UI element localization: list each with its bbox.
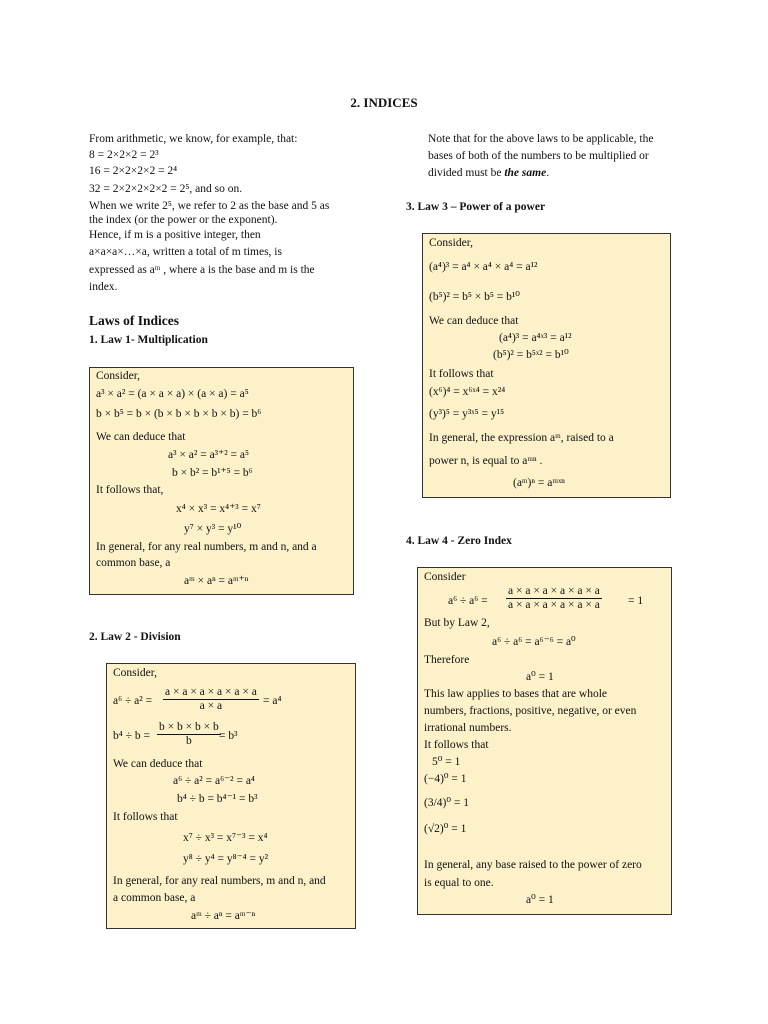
note-line: Note that for the above laws to be applicable, the — [428, 133, 654, 145]
law1-line: b × b² = b¹⁺⁵ = b⁶ — [172, 467, 253, 479]
law4-line: a⁶ ÷ a⁶ = — [448, 595, 488, 607]
law3-line: In general, the expression aᵐ, raised to a — [429, 432, 614, 444]
law3-line: (aᵐ)ⁿ = aᵐˣⁿ — [513, 477, 565, 489]
note-text-run: . — [546, 167, 550, 179]
law4-box — [417, 567, 672, 915]
intro-line: When we write 2⁵, we refer to 2 as the base and 5 as — [89, 200, 330, 212]
law2-line: y⁸ ÷ y⁴ = y⁸⁻⁴ = y² — [183, 853, 269, 865]
law2-line: It follows that — [113, 811, 178, 823]
law4-line: = 1 — [628, 595, 644, 607]
law2-box — [106, 663, 356, 929]
law2-heading: 2. Law 2 - Division — [89, 631, 181, 643]
law4-line: a⁰ = 1 — [526, 894, 554, 906]
law1-heading: 1. Law 1- Multiplication — [89, 334, 208, 346]
law1-line: Consider, — [96, 370, 140, 382]
law1-line: y⁷ × y³ = y¹⁰ — [184, 523, 242, 535]
law4-line: In general, any base raised to the power of zero — [424, 859, 642, 871]
law2-line: b⁴ ÷ b = b⁴⁻¹ = b³ — [177, 793, 258, 805]
note-line — [428, 166, 549, 180]
page-title: 2. INDICES — [350, 95, 418, 110]
law3-line: We can deduce that — [429, 315, 519, 327]
fraction-numerator: a × a × a × a × a × a — [165, 686, 257, 698]
law2-line: b⁴ ÷ b = — [113, 730, 150, 742]
intro-line: a×a×a×…×a, written a total of m times, is — [89, 246, 282, 258]
law2-line: = b³ — [219, 730, 238, 742]
intro-line: Hence, if m is a positive integer, then — [89, 229, 261, 241]
law4-line: (3/4)⁰ = 1 — [424, 797, 469, 809]
law2-line: In general, for any real numbers, m and n, and — [113, 875, 326, 887]
fraction-numerator: a × a × a × a × a × a — [508, 585, 600, 597]
law4-line: a⁶ ÷ a⁶ = a⁶⁻⁶ = a⁰ — [492, 636, 576, 648]
law1-box — [89, 367, 354, 595]
law4-line: Consider — [424, 571, 466, 583]
intro-line: 32 = 2×2×2×2×2 = 2⁵, and so on. — [89, 183, 243, 195]
law3-heading: 3. Law 3 – Power of a power — [406, 201, 546, 213]
law3-line: It follows that — [429, 368, 494, 380]
law2-line: x⁷ ÷ x³ = x⁷⁻³ = x⁴ — [183, 832, 268, 844]
law4-line: 5⁰ = 1 — [432, 756, 461, 768]
law4-line: numbers, fractions, positive, negative, or even — [424, 705, 637, 717]
law4-line: But by Law 2, — [424, 617, 490, 629]
law3-line: (b⁵)² = b⁵ × b⁵ = b¹⁰ — [429, 291, 520, 303]
fraction-numerator: b × b × b × b — [159, 721, 219, 733]
law1-line: We can deduce that — [96, 431, 186, 443]
law2-fraction — [157, 721, 221, 748]
law3-line: power n, is equal to aᵐⁿ . — [429, 455, 543, 467]
intro-line: the index (or the power or the exponent). — [89, 214, 278, 226]
intro-line: From arithmetic, we know, for example, that: — [89, 133, 298, 145]
law2-line: a common base, a — [113, 892, 196, 904]
law1-line: aᵐ × aⁿ = aᵐ⁺ⁿ — [184, 575, 249, 587]
intro-line: expressed as aᵐ , where a is the base and m is the — [89, 264, 315, 276]
law4-line: a⁰ = 1 — [526, 671, 554, 683]
law4-fraction — [506, 585, 602, 612]
fraction-denominator: a × a × a × a × a × a — [508, 599, 600, 611]
law1-line: b × b⁵ = b × (b × b × b × b × b) = b⁶ — [96, 408, 262, 420]
law2-line: We can deduce that — [113, 758, 203, 770]
law3-line: Consider, — [429, 237, 473, 249]
law1-line: a³ × a² = (a × a × a) × (a × a) = a⁵ — [96, 388, 249, 400]
law3-line: (a⁴)³ = a⁴ × a⁴ × a⁴ = a¹² — [429, 261, 538, 273]
law1-line: common base, a — [96, 557, 171, 569]
laws-heading: Laws of Indices — [89, 313, 180, 328]
law4-heading: 4. Law 4 - Zero Index — [406, 535, 512, 547]
law4-line: irrational numbers. — [424, 722, 512, 734]
law2-fraction — [163, 686, 259, 713]
law1-line: x⁴ × x³ = x⁴⁺³ = x⁷ — [176, 503, 261, 515]
fraction-denominator: b — [185, 735, 192, 747]
law4-line: (−4)⁰ = 1 — [424, 773, 467, 785]
law4-line: is equal to one. — [424, 877, 494, 889]
intro-line: 8 = 2×2×2 = 2³ — [89, 149, 159, 161]
law3-line: (b⁵)² = b⁵ˣ² = b¹⁰ — [493, 349, 569, 361]
intro-line: 16 = 2×2×2×2 = 2⁴ — [89, 165, 178, 177]
law4-line: This law applies to bases that are whole — [424, 688, 607, 700]
law2-line: aᵐ ÷ aⁿ = aᵐ⁻ⁿ — [191, 910, 256, 922]
law2-line: = a⁴ — [263, 695, 282, 707]
law4-line: Therefore — [424, 654, 470, 666]
law3-box — [422, 233, 671, 498]
law4-line: It follows that — [424, 739, 489, 751]
law2-line: a⁶ ÷ a² = — [113, 695, 153, 707]
intro-line: index. — [89, 281, 118, 293]
law1-line: a³ × a² = a³⁺² = a⁵ — [168, 449, 249, 461]
note-emphasis: the same — [504, 167, 547, 179]
law4-line: (√2)⁰ = 1 — [424, 823, 467, 835]
note-text-run: divided must be — [428, 167, 502, 179]
law2-line: Consider, — [113, 667, 157, 679]
law2-line: a⁶ ÷ a² = a⁶⁻² = a⁴ — [173, 775, 255, 787]
law3-line: (a⁴)³ = a⁴ˣ³ = a¹² — [499, 332, 572, 344]
law3-line: (x⁶)⁴ = x⁶ˣ⁴ = x²⁴ — [429, 386, 506, 398]
fraction-denominator: a × a — [199, 700, 223, 712]
law3-line: (y³)⁵ = y³ˣ⁵ = y¹⁵ — [429, 408, 505, 420]
note-line: bases of both of the numbers to be multiplied or — [428, 150, 649, 162]
law1-line: It follows that, — [96, 484, 164, 496]
law1-line: In general, for any real numbers, m and n, and a — [96, 541, 317, 553]
